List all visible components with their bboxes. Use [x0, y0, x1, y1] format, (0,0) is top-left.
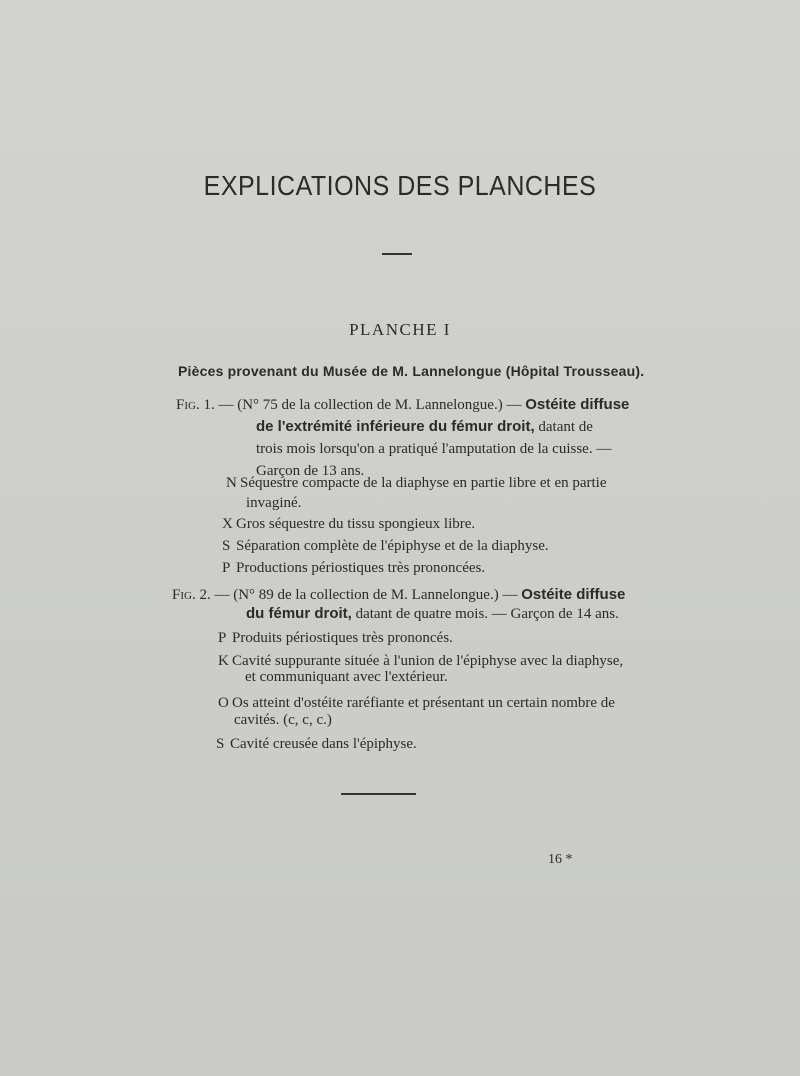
item-text: Os atteint d'ostéite raréfiante et présentant un certain nombre de [232, 695, 615, 711]
planche-heading: PLANCHE I [349, 320, 451, 339]
page-title: EXPLICATIONS DES PLANCHES [203, 170, 597, 202]
item-letter: S [222, 538, 231, 554]
item-text: Séparation complète de l'épiphyse et de la diaphyse. [236, 538, 549, 554]
item-text: Productions périostiques très prononcées. [236, 560, 486, 576]
fig1-item-p [222, 557, 485, 579]
item-letter: S [216, 736, 225, 752]
item-text: Produits périostiques très prononcés. [232, 630, 453, 646]
fig1-bold2: de l'extrémité inférieure du fémur droit, [256, 418, 535, 435]
fig1-line4: Garçon de 13 ans. [256, 463, 365, 479]
fig1-item-n [226, 472, 607, 494]
fig2-line2-rest: datant de quatre mois. — Garçon de 14 ans. [351, 606, 619, 622]
fig1-item-n-cont: invaginé. [246, 495, 302, 511]
page-number: 16 * [548, 852, 573, 867]
fig2-item-p [218, 627, 453, 649]
planche-subtitle: Pièces provenant du Musée de M. Lannelongue (Hôpital Trousseau). [178, 363, 645, 379]
fig2-bold2: du fémur droit, [246, 605, 352, 622]
closing-rule [341, 793, 416, 795]
fig1-item-s [222, 535, 549, 557]
fig2-item-s [216, 733, 417, 755]
fig1-item-x [222, 513, 475, 535]
item-letter: O [218, 695, 229, 711]
fig1-line2-rest: datant de [534, 419, 593, 435]
item-letter: K [218, 653, 229, 669]
item-text: Gros séquestre du tissu spongieux libre. [236, 516, 476, 532]
item-letter: X [222, 516, 233, 532]
item-text: Cavité suppurante située à l'union de l'épiphyse avec la diaphyse, [232, 653, 624, 669]
fig1-line1 [176, 394, 629, 416]
fig2-item-k-cont: et communiquant avec l'extérieur. [245, 669, 448, 685]
fig1-intro: — (N° 75 de la collection de M. Lannelongue.) — [214, 397, 526, 413]
item-letter: P [222, 560, 231, 576]
item-text: Cavité creusée dans l'épiphyse. [230, 736, 417, 752]
fig1-bold1: Ostéite diffuse [525, 396, 630, 413]
fig1-line2 [256, 416, 593, 438]
fig2-item-o-cont: cavités. (c, c, c.) [234, 712, 332, 728]
fig2-line2 [246, 603, 619, 625]
item-text: Séquestre compacte de la diaphyse en partie libre et en partie [240, 475, 607, 491]
item-letter: N [226, 475, 237, 491]
item-letter: P [218, 630, 227, 646]
fig1-line3: trois mois lorsqu'on a pratiqué l'amputation de la cuisse. — [256, 441, 612, 457]
fig1-label: Fig. 1. [176, 397, 215, 413]
fig2-intro: — (N° 89 de la collection de M. Lannelongue.) — [210, 587, 522, 603]
fig2-bold1: Ostéite diffuse [521, 586, 626, 603]
fig2-label: Fig. 2. [172, 587, 211, 603]
title-rule [382, 253, 412, 255]
